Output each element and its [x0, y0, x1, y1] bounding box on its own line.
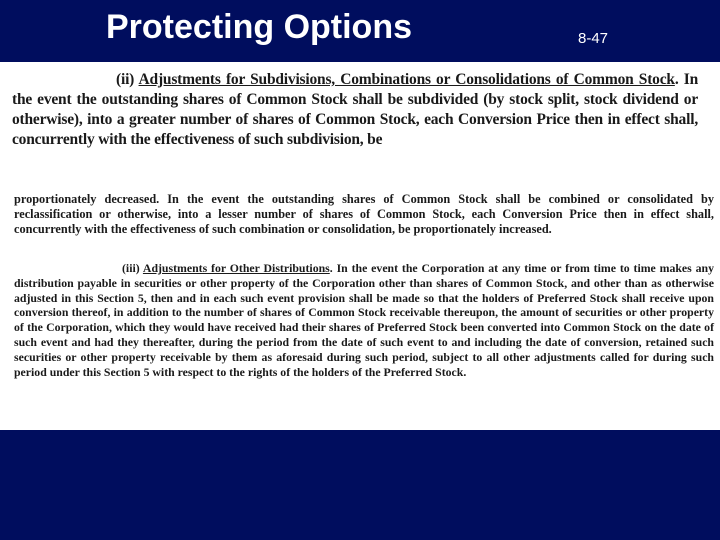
slide-number: 8-47	[578, 30, 609, 47]
section-iii-heading: Adjustments for Other Distributions	[142, 261, 330, 275]
section-iii-paragraph	[14, 261, 714, 379]
section-ii-paragraph	[12, 70, 698, 150]
section-ii-label: (ii)	[116, 71, 135, 88]
section-ii-heading: Adjustments for Subdivisions, Combinations or Consolidations of Common Stock	[138, 71, 675, 88]
section-ii-text: . In the event the outstanding shares of Common Stock shall be subdivided (by stock split, stock dividend or otherwise), into a greater number of shares of Common Stock, each Conversion Price then in effect shall, concurrently with the effectiveness of such subdivision, be	[12, 71, 698, 148]
section-iii-label: (iii)	[122, 261, 140, 275]
section-ii-continuation: proportionately decreased. In the event the outstanding shares of Common Stock shall be combined or consolidated by reclassification or otherwise, into a lesser number of shares of Common Stock, each Conversion Price then in effect shall, concurrently with the effectiveness of such combination or consolidation, be proportionately increased.	[14, 192, 714, 237]
section-iii-text: . In the event the Corporation at any time or from time to time makes any distribution payable in securities or other property of the Corporation other than shares of Common Stock, and other than as otherwise adjusted in this Section 5, then and in each such event provision shall be made so that the holders of Preferred Stock shall receive upon conversion thereof, in addition to the number of shares of Common Stock receivable thereupon, the amount of securities or other property of the Corporation, which they would have received had their shares of Preferred Stock been converted into Common Stock on the date of such event and had they thereafter, during the period from the date of such event to and including the date of conversion, retained such securities or other property receivable by them as aforesaid during such period, subject to all other adjustments called for during such period under this Section 5 with respect to the rights of the holders of the Preferred Stock.	[14, 261, 714, 379]
scanned-document	[0, 62, 720, 430]
slide-title: Protecting Options	[106, 8, 412, 46]
